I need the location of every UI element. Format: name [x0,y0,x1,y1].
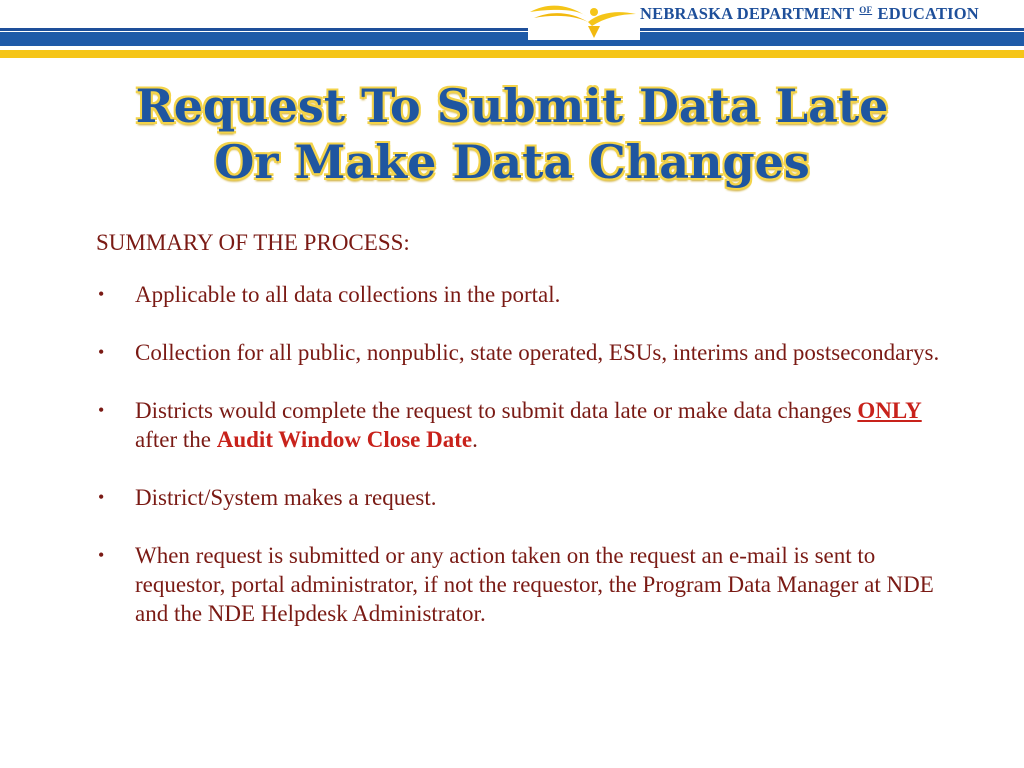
bullet-item [96,338,956,367]
summary-heading: SUMMARY OF THE PROCESS: [96,230,410,255]
bullet-dot-icon: • [98,487,105,507]
header-banner [0,0,1024,60]
bullet-list [96,280,956,628]
bullet-item [96,280,956,309]
slide-title [60,78,964,190]
bullet-item [96,541,956,628]
header-blue-stripe [0,32,1024,46]
bullet-text: When request is submitted or any action taken on the request an e-mail is sent to requestor, portal administrator, if not the requestor, the Program Data Manager at NDE and the NDE Helpdesk Administrator. [135,543,934,626]
bullet-text: District/System makes a request. [135,485,437,510]
bullet-text-after: . [472,427,478,452]
emphasis-only: ONLY [857,398,922,423]
nde-swoosh-logo-icon [528,0,640,40]
bullet-text: Collection for all public, nonpublic, state operated, ESUs, interims and postsecondarys. [135,340,940,365]
bullet-text-before: Districts would complete the request to submit data late or make data changes [135,398,858,423]
bullet-item [96,396,956,454]
bullet-item [96,483,956,512]
header-yellow-stripe [0,50,1024,58]
header-thin-stripe [0,28,1024,31]
bullet-text: Applicable to all data collections in the portal. [135,282,561,307]
org-name-part1: NEBRASKA DEPARTMENT [640,4,854,23]
bullet-dot-icon: • [98,400,105,420]
title-line-2: Or Make Data Changes [214,135,810,189]
org-name-of: OF [859,5,873,15]
slide-body [96,228,956,657]
bullet-dot-icon: • [98,545,105,565]
org-name-part2: EDUCATION [877,4,979,23]
title-line-1: Request To Submit Data Late [135,79,889,133]
bullet-dot-icon: • [98,284,105,304]
bullet-dot-icon: • [98,342,105,362]
org-name [640,4,979,24]
bullet-text-middle: after the [135,427,217,452]
emphasis-audit-window-date: Audit Window Close Date [216,427,473,452]
